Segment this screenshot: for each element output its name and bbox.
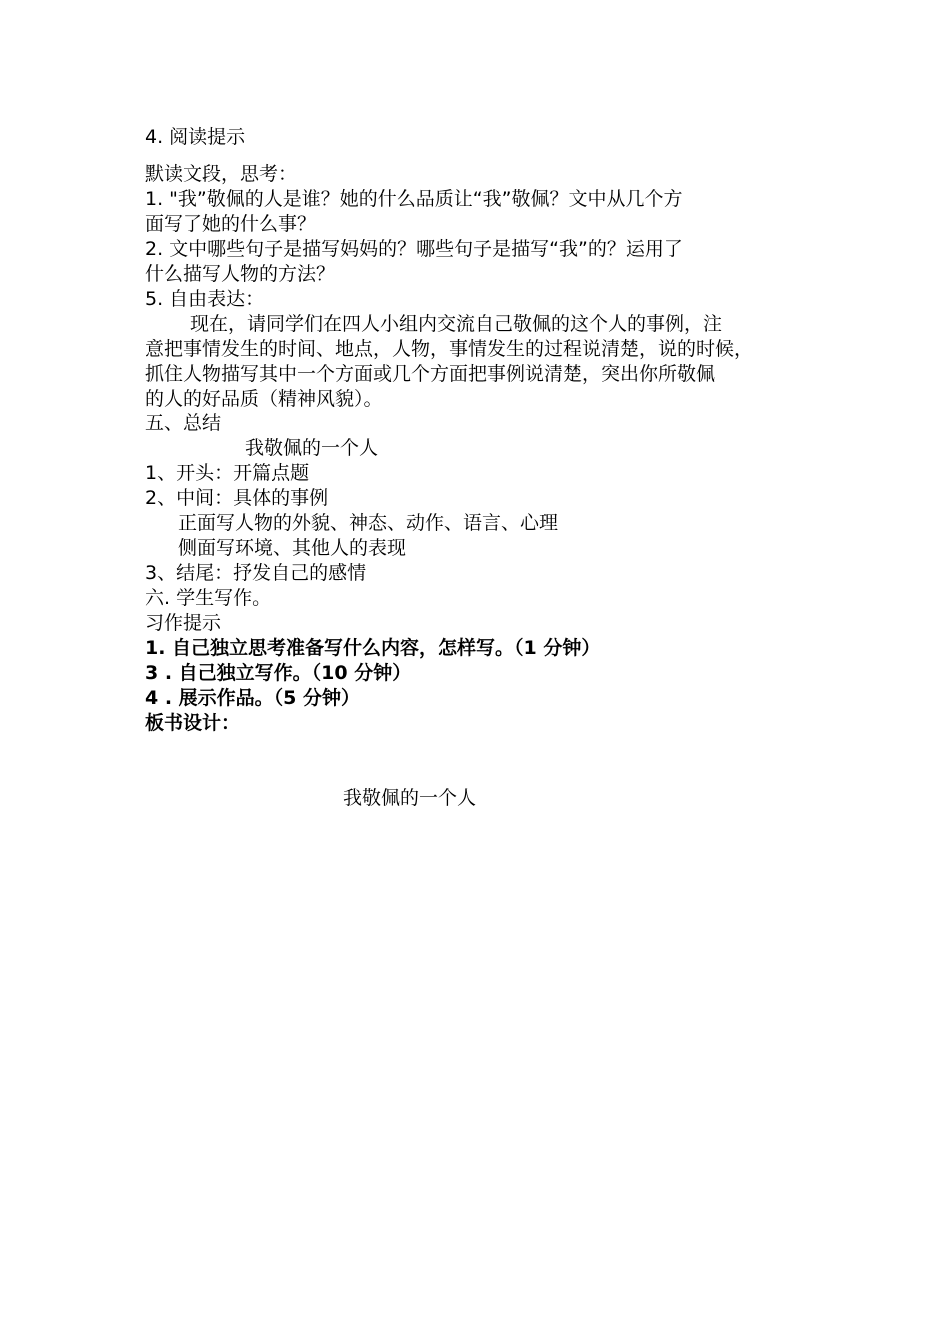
free-expression-paragraph-line-3: 抓住人物描写其中一个方面或几个方面把事例说清楚，突出你所敬佩 <box>145 363 716 385</box>
question-1-line-2: 面写了她的什么事？ <box>145 213 317 235</box>
board-design-title: 我敬佩的一个人 <box>343 787 477 809</box>
board-design-heading: 板书设计： <box>145 712 241 734</box>
free-expression-paragraph-line-4: 的人的好品质（精神风貌）。 <box>145 388 383 410</box>
summary-title: 我敬佩的一个人 <box>245 437 379 459</box>
writing-step-1: 1. 自己独立思考准备写什么内容，怎样写。（1 分钟） <box>145 637 601 659</box>
summary-middle-indirect-description: 侧面写环境、其他人的表现 <box>178 537 407 559</box>
free-expression-paragraph-line-1: 现在，请同学们在四人小组内交流自己敬佩的这个人的事例，注 <box>190 313 723 335</box>
summary-middle-direct-description: 正面写人物的外貌、神态、动作、语言、心理 <box>178 512 559 534</box>
writing-tips-heading: 习作提示 <box>145 612 222 634</box>
question-2-line-1: 2. 文中哪些句子是描写妈妈的？哪些句子是描写“我”的？运用了 <box>145 238 683 260</box>
summary-heading: 五、总结 <box>145 412 222 434</box>
writing-step-4: 4 . 展示作品。（5 分钟） <box>145 687 361 709</box>
free-expression-paragraph-line-2: 意把事情发生的时间、地点，人物，事情发生的过程说清楚，说的时候， <box>145 338 754 360</box>
question-1-line-1: 1. "我”敬佩的人是谁？她的什么品质让“我”敬佩？文中从几个方 <box>145 188 683 210</box>
writing-heading: 六. 学生写作。 <box>145 587 272 609</box>
question-2-line-2: 什么描写人物的方法？ <box>145 263 336 285</box>
writing-step-3: 3 . 自己独立写作。（10 分钟） <box>145 662 412 684</box>
free-expression-heading: 5. 自由表达： <box>145 288 265 310</box>
summary-item-opening: 1、开头：开篇点题 <box>145 462 310 484</box>
reading-tips-heading: 4. 阅读提示 <box>145 126 246 148</box>
summary-item-middle: 2、中间：具体的事例 <box>145 487 329 509</box>
summary-item-ending: 3、结尾：抒发自己的感情 <box>145 562 367 584</box>
reading-tips-intro: 默读文段，思考： <box>145 163 298 185</box>
